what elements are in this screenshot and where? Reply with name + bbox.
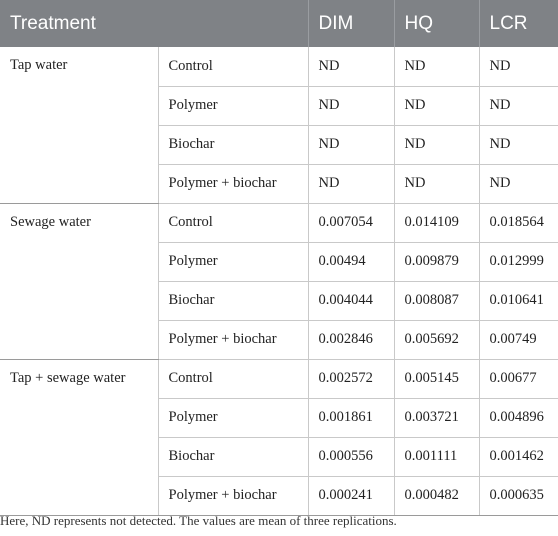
header-row (0, 0, 558, 47)
dim-cell: 0.000241 (308, 476, 394, 515)
treatment-cell: Control (158, 203, 308, 242)
header-dim: DIM (308, 0, 394, 47)
dim-cell: 0.007054 (308, 203, 394, 242)
dim-cell: ND (308, 164, 394, 203)
treatment-cell: Polymer + biochar (158, 476, 308, 515)
header-hq: HQ (394, 0, 479, 47)
treatment-cell: Biochar (158, 437, 308, 476)
hq-cell: 0.001111 (394, 437, 479, 476)
treatment-cell: Polymer (158, 86, 308, 125)
group-cell: Tap + sewage water (0, 359, 158, 515)
lcr-cell: 0.00749 (479, 320, 558, 359)
treatment-cell: Biochar (158, 281, 308, 320)
table-row (0, 203, 558, 242)
dim-cell: 0.001861 (308, 398, 394, 437)
lcr-cell: 0.018564 (479, 203, 558, 242)
treatment-cell: Polymer + biochar (158, 320, 308, 359)
dim-cell: 0.004044 (308, 281, 394, 320)
lcr-cell: 0.001462 (479, 437, 558, 476)
lcr-cell: ND (479, 164, 558, 203)
hq-cell: ND (394, 86, 479, 125)
treatment-cell: Polymer + biochar (158, 164, 308, 203)
hq-cell: ND (394, 125, 479, 164)
group-cell: Sewage water (0, 203, 158, 359)
hq-cell: 0.000482 (394, 476, 479, 515)
table-body (0, 47, 558, 515)
treatment-cell: Polymer (158, 242, 308, 281)
treatment-cell: Control (158, 359, 308, 398)
lcr-cell: ND (479, 47, 558, 86)
group-cell: Tap water (0, 47, 158, 203)
lcr-cell: 0.012999 (479, 242, 558, 281)
header-lcr: LCR (479, 0, 558, 47)
dim-cell: ND (308, 47, 394, 86)
treatment-cell: Polymer (158, 398, 308, 437)
hq-cell: 0.014109 (394, 203, 479, 242)
lcr-cell: 0.004896 (479, 398, 558, 437)
hq-cell: ND (394, 164, 479, 203)
lcr-cell: ND (479, 86, 558, 125)
lcr-cell: ND (479, 125, 558, 164)
dim-cell: ND (308, 86, 394, 125)
table-header (0, 0, 558, 47)
lcr-cell: 0.00677 (479, 359, 558, 398)
treatment-cell: Control (158, 47, 308, 86)
lcr-cell: 0.010641 (479, 281, 558, 320)
dim-cell: 0.000556 (308, 437, 394, 476)
lcr-cell: 0.000635 (479, 476, 558, 515)
hq-cell: 0.005692 (394, 320, 479, 359)
hq-cell: 0.005145 (394, 359, 479, 398)
treatment-cell: Biochar (158, 125, 308, 164)
table-row (0, 47, 558, 86)
hq-cell: 0.009879 (394, 242, 479, 281)
dim-cell: 0.002572 (308, 359, 394, 398)
header-treatment: Treatment (0, 0, 308, 47)
hq-cell: ND (394, 47, 479, 86)
table-footnote: Here, ND represents not detected. The values are mean of three replications. (0, 513, 397, 528)
table-row (0, 359, 558, 398)
hq-cell: 0.003721 (394, 398, 479, 437)
dim-cell: ND (308, 125, 394, 164)
dim-cell: 0.00494 (308, 242, 394, 281)
hq-cell: 0.008087 (394, 281, 479, 320)
dim-cell: 0.002846 (308, 320, 394, 359)
